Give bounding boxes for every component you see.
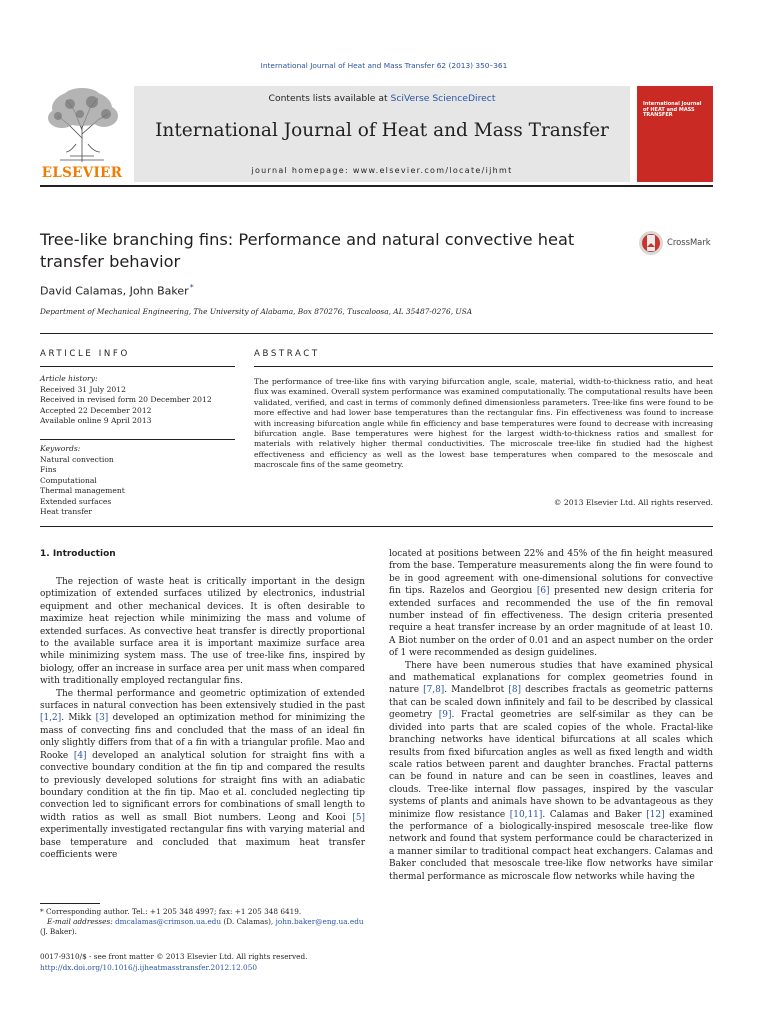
masthead-rule	[40, 185, 713, 187]
right-column	[389, 548, 713, 883]
abstract-copyright: © 2013 Elsevier Ltd. All rights reserved.	[553, 498, 713, 507]
right-paragraph-2: There have been numerous studies that have examined physical and mathematical explanations for complex geometries found in nature [7,8]. Mandelbrot [8] describes fractals as geometric patterns that can be scaled down infinitely and fail to be described by classical geometry [9]. Fractal geometries are self-similar as they can be divided into parts that are scaled copies of the whole. Fractal-like branching networks have identical bifurcations at all scales which results from fixed bifurcation angles as well as fixed length and width scale ratios between parent and daughter branches. Fractal patterns can be found in nature and can be seen in coastlines, leaves and clouds. Tree-like internal flow passages, inspired by the vascular systems of plants and animals have shown to be advantageous as they minimize flow resistance [10,11]. Calamas and Baker [12] examined the performance of a biologically-inspired mesoscale tree-like flow network and found that system performance could be characterized in a manner similar to traditional compact heat exchangers. Calamas and Baker concluded that mesoscale tree-like flow networks have similar thermal performance as microscale flow networks while having the	[389, 660, 714, 882]
citation-link[interactable]: [10,11]	[509, 809, 543, 820]
section-heading-introduction: 1. Introduction	[40, 549, 116, 559]
author-list	[40, 283, 194, 298]
footnote-rule	[40, 903, 100, 904]
crossmark-badge[interactable]	[637, 229, 713, 257]
abstract-heading: ABSTRACT	[254, 349, 320, 359]
abstract-bottom-rule	[40, 526, 713, 527]
crossmark-label: CrossMark	[667, 237, 711, 247]
front-matter-info	[40, 952, 440, 973]
article-info-heading: ARTICLE INFO	[40, 349, 130, 359]
intro-paragraph-1: The rejection of waste heat is critically important in the design optimization of extended surfaces utilized by electronics, industrial equipment and other mechanical devices. It is often desirable to maximize heat rejection while minimizing the mass and volume of extended surfaces. As convective heat transfer is directly proportional to the available surface area it is important maximize surface area while minimizing system mass. The use of tree-like fins, inspired by biology, offer an increase in surface area per unit mass when compared with traditionally employed rectangular fins.	[40, 577, 365, 687]
keyword: Extended surfaces	[40, 496, 112, 506]
keyword: Heat transfer	[40, 507, 93, 516]
abstract-text: The performance of tree-like fins with varying bifurcation angle, scale, material, width-to-thickness ratio, and heat flux was examined. Overall system performance was examined computationally. The computational results have been validated, verified, and cast in terms of commonly defined dimensionless parameters. Tree-like fins were found to be more effective and had lower base temperatures than the rectangular fins. Fin effectiveness was found to increase with increasing bifurcation angle while fin efficiency and base temperatures were found to decrease with increasing bifurcation angle. Base temperatures were highest for the largest width-to-thickness ratios and smallest for materials with relatively higher thermal conductivities. The microscale tree-like fin studied had the highest effectiveness and efficiency as well as the lowest base temperatures when compared to the mesoscale and macroscale fins of the same geometry.	[254, 377, 713, 470]
email-owner: (J. Baker).	[40, 927, 77, 936]
journal-name: International Journal of Heat and Mass Transfer	[155, 120, 609, 141]
keyword: Natural convection	[40, 454, 114, 464]
citation-link[interactable]: [1,2]	[40, 713, 62, 724]
keyword: Computational	[40, 475, 97, 485]
citation-link[interactable]: [5]	[352, 812, 365, 823]
corresponding-author-mark[interactable]: *	[189, 283, 194, 292]
email-link[interactable]: john.baker@eng.ua.edu	[275, 917, 364, 926]
author-affiliation: Department of Mechanical Engineering, The University of Alabama, Box 870276, Tuscaloosa, AL 35487-0276, USA	[40, 307, 473, 316]
history-revised: Received in revised form 20 December 2012	[40, 395, 212, 404]
article-info-rule	[40, 366, 235, 367]
citation-link[interactable]: [9]	[438, 710, 452, 721]
citation-link[interactable]: [3]	[95, 713, 109, 724]
citation-link[interactable]: [6]	[536, 586, 550, 597]
contents-line	[134, 93, 630, 104]
keyword: Thermal management	[40, 486, 125, 495]
history-received: Received 31 July 2012	[40, 384, 126, 394]
keywords-list	[40, 444, 240, 518]
cover-title: International Journal of HEAT and MASS TRANSFER	[643, 101, 702, 118]
email-label: E-mail addresses:	[46, 917, 115, 926]
citation-link[interactable]: [4]	[73, 750, 87, 761]
history-label: Article history:	[40, 374, 98, 383]
doi-link[interactable]: http://dx.doi.org/10.1016/j.ijheatmasstransfer.2012.12.050	[40, 962, 257, 972]
issn-line: 0017-9310/$ - see front matter © 2013 Elsevier Ltd. All rights reserved.	[40, 952, 308, 961]
article-history	[40, 374, 240, 427]
keywords-rule	[40, 439, 235, 440]
homepage-url[interactable]: www.elsevier.com/locate/ijhmt	[352, 166, 513, 175]
history-online: Available online 9 April 2013	[40, 416, 152, 425]
citation-link[interactable]: [8]	[508, 685, 522, 696]
article-title: Tree-like branching fins: Performance and natural convective heat transfer behavior	[40, 230, 575, 271]
left-column	[40, 576, 365, 861]
citation-link[interactable]: [12]	[646, 809, 665, 820]
intro-paragraph-2: The thermal performance and geometric optimization of extended surfaces in natural convection has been extensively studied in the past [1,2]. Mikk [3] developed an optimization method for minimizing the mass of convecting fins and concluded that the mass of an ideal fin only slightly differs from that of a fin with a triangular profile. Mao and Rooke [4] developed an analytical solution for straight fins with a convective boundary condition at the fin tip and compared the results to previously developed solutions for straight fins with an adiabatic boundary condition at the fin tip. Mao et al. concluded neglecting tip convection led to significant errors for combinations of small length to width ratios as well as small Biot numbers. Leong and Kooi [5] experimentally investigated rectangular fins with varying material and base temperature and concluded that maximum heat transfer coefficients were	[40, 688, 365, 860]
journal-homepage	[134, 166, 630, 175]
authors-names: David Calamas, John Baker	[40, 284, 189, 298]
citation-link[interactable]: [7,8]	[423, 685, 445, 696]
history-accepted: Accepted 22 December 2012	[40, 405, 152, 415]
homepage-prefix: journal homepage:	[251, 166, 353, 175]
sciencedirect-link[interactable]: SciVerse ScienceDirect	[390, 93, 496, 104]
email-owner: (D. Calamas),	[221, 917, 276, 926]
abstract-rule	[254, 366, 713, 367]
journal-cover-thumbnail[interactable]	[637, 86, 713, 182]
corresponding-author-footnote	[40, 907, 370, 937]
footnote-contact: * Corresponding author. Tel.: +1 205 348 4997; fax: +1 205 348 6419.	[40, 907, 302, 916]
keywords-label: Keywords:	[40, 444, 81, 453]
email-link[interactable]: dmcalamas@crimson.ua.edu	[114, 917, 222, 926]
elsevier-wordmark: ELSEVIER	[41, 165, 123, 181]
header-divider	[40, 333, 713, 334]
contents-prefix: Contents lists available at	[268, 93, 391, 104]
right-paragraph-1: located at positions between 22% and 45% of the fin height measured from the base. Temperature measurements along the fin were found to be in good agreement with one-dimensional solutions for convective fin tips. Razelos and Georgiou [6] presented new design criteria for extended surfaces and recommended the use of the fin removal number instead of fin effectiveness. The design criteria presented require a heat transfer increase by an order magnitude of at least 10. A Biot number on the order of 0.01 and an aspect number on the order of 1 were recommended as design guidelines.	[389, 549, 713, 659]
keyword: Fins	[40, 465, 57, 474]
journal-citation[interactable]: International Journal of Heat and Mass Transfer 62 (2013) 350–361	[260, 61, 508, 70]
